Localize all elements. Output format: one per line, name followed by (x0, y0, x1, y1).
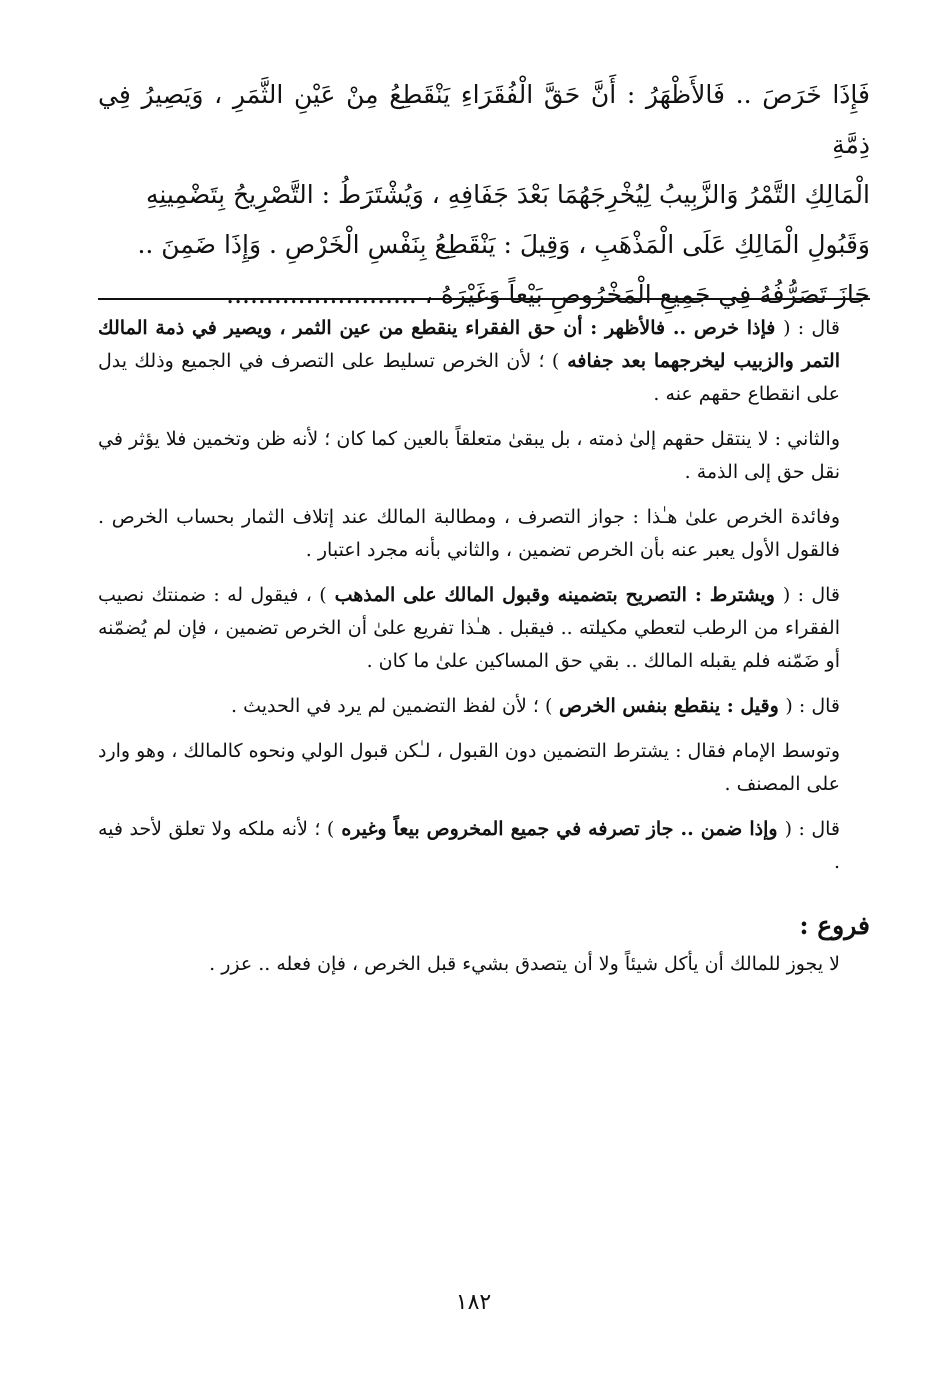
quoted-matn: وقيل : ينقطع بنفس الخرص (552, 695, 786, 717)
section-heading: فروع : (799, 911, 870, 940)
matn-line: الْمَالِكِ التَّمْرُ وَالزَّبِيبُ لِيُخْرِجَهُمَا بَعْدَ جَفَافِهِ ، وَيُشْتَرَطُ : التَّصْرِيحُ بِتَضْمِينِهِ (145, 180, 870, 209)
quoted-matn: وإذا ضمن .. جاز تصرفه في جميع المخروص بيعاً وغيره (334, 818, 785, 840)
commentary-paragraph: قال : ( وإذا ضمن .. جاز تصرفه في جميع المخروص بيعاً وغيره ) ؛ لأنه ملكه ولا تعلق لأحد فيه . (98, 818, 841, 873)
commentary-paragraph: وفائدة الخرص علىٰ هـٰذا : جواز التصرف ، ومطالبة المالك عند إتلاف الثمار بحساب الخرص . فالقول الأول يعبر عنه بأن الخرص تضمين ، والثاني بأنه مجرد اعتبار . (98, 506, 840, 561)
commentary-paragraph: قال : ( وقيل : ينقطع بنفس الخرص ) ؛ لأن لفظ التضمين لم يرد في الحديث . (230, 695, 840, 717)
quoted-matn: فإذا خرص .. فالأظهر : أن حق الفقراء ينقطع من عين الثمر ، ويصير في ذمة المالك التمر والزبيب ليخرجهما بعد جفافه (98, 317, 840, 372)
matn-line: جَازَ تَصَرُّفُهُ فِي جَمِيعِ الْمَخْرُوصِ بَيْعاً وَغَيْرَهُ ، ........................ (226, 280, 870, 309)
page-number: ١٨٢ (455, 1290, 492, 1315)
matn-line: فَإِذَا خَرَصَ .. فَالأَظْهَرُ : أَنَّ حَقَّ الْفُقَرَاءِ يَنْقَطِعُ مِنْ عَيْنِ الثَّمَرِ ، وَيَصِيرُ فِي ذِمَّةِ (98, 80, 870, 159)
commentary-paragraph: والثاني : لا ينتقل حقهم إلىٰ ذمته ، بل يبقىٰ متعلقاً بالعين كما كان ؛ لأنه ظن وتخمين فلا يؤثر في نقل حق إلى الذمة . (98, 428, 840, 483)
commentary-paragraph: وتوسط الإمام فقال : يشترط التضمين دون القبول ، لـٰكن قبول الولي ونحوه كالمالك ، وهو وارد على المصنف . (98, 740, 840, 795)
commentary-paragraph: لا يجوز للمالك أن يأكل شيئاً ولا أن يتصدق بشيء قبل الخرص ، فإن فعله .. عزر . (209, 953, 840, 975)
matn-line: وَقَبُولِ الْمَالِكِ عَلَى الْمَذْهَبِ ، وَقِيلَ : يَنْقَطِعُ بِنَفْسِ الْخَرْصِ . وَإِذَا ضَمِنَ .. (137, 230, 870, 259)
quoted-matn: ويشترط : التصريح بتضمينه وقبول المالك على المذهب (326, 584, 783, 606)
divider-rule (98, 298, 870, 300)
commentary-paragraph: قال : ( ويشترط : التصريح بتضمينه وقبول المالك على المذهب ) ، فيقول له : ضمنتك نصيب الفقراء من الرطب لتعطي مكيلته .. فيقبل . هـٰذا تفريع علىٰ أن الخرص تضمين ، فإن لم يُضمّنه أو ضَمّنه فلم يقبله المالك .. بقي حق المساكين علىٰ ما كان . (98, 584, 840, 672)
commentary-text (98, 312, 870, 993)
matn-text (98, 70, 870, 320)
commentary-paragraph: قال : ( فإذا خرص .. فالأظهر : أن حق الفقراء ينقطع من عين الثمر ، ويصير في ذمة المالك التمر والزبيب ليخرجهما بعد جفافه ) ؛ لأن الخرص تسليط على التصرف في الجميع وذلك يدل على انقطاع حقهم عنه . (98, 317, 840, 405)
